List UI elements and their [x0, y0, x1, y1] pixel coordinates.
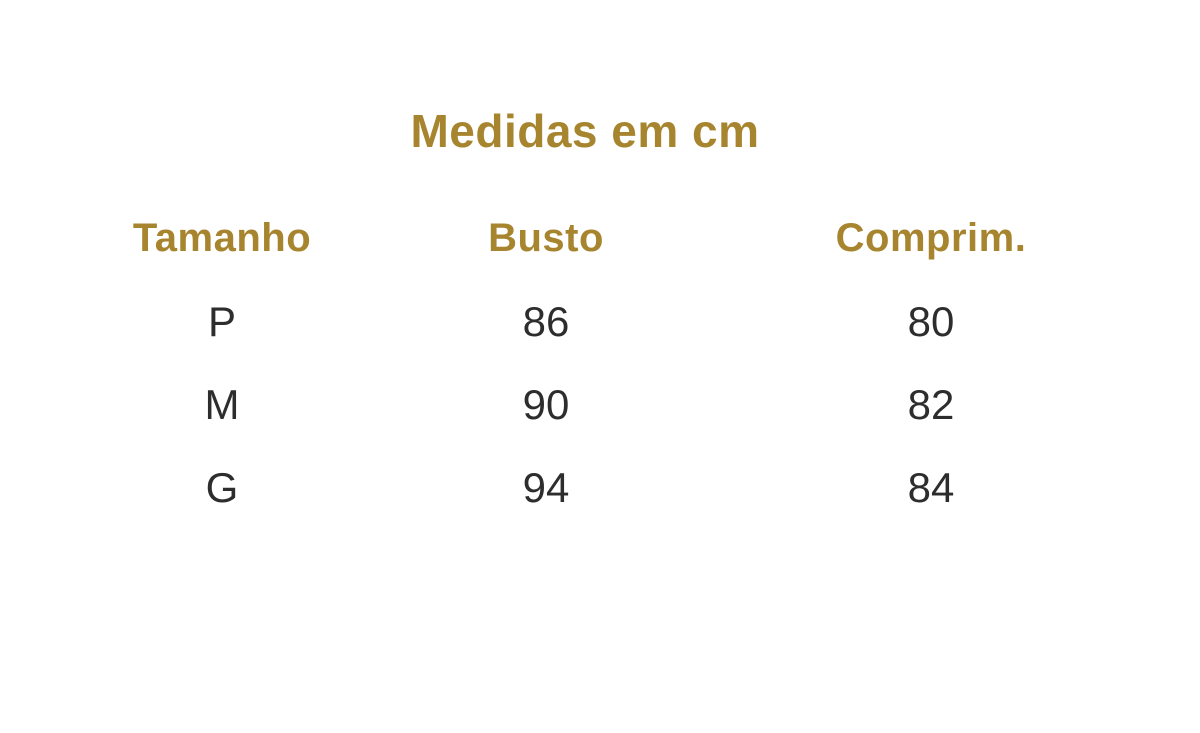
busto-value-p: 86	[522, 297, 570, 345]
column-header-tamanho: Tamanho	[132, 216, 312, 260]
size-chart-table	[60, 197, 1154, 529]
comprimento-value-p: 80	[907, 297, 955, 345]
comprimento-value-m: 82	[907, 380, 955, 428]
column-header-comprimento: Comprim.	[835, 216, 1027, 260]
comprimento-value-g: 84	[907, 463, 955, 511]
size-label-m: M	[204, 380, 240, 428]
size-label-g: G	[205, 463, 239, 511]
busto-value-g: 94	[522, 463, 570, 511]
page-title: Medidas em cm	[410, 104, 760, 157]
column-header-busto: Busto	[488, 216, 604, 260]
size-label-p: P	[207, 297, 236, 345]
busto-value-m: 90	[522, 380, 570, 428]
